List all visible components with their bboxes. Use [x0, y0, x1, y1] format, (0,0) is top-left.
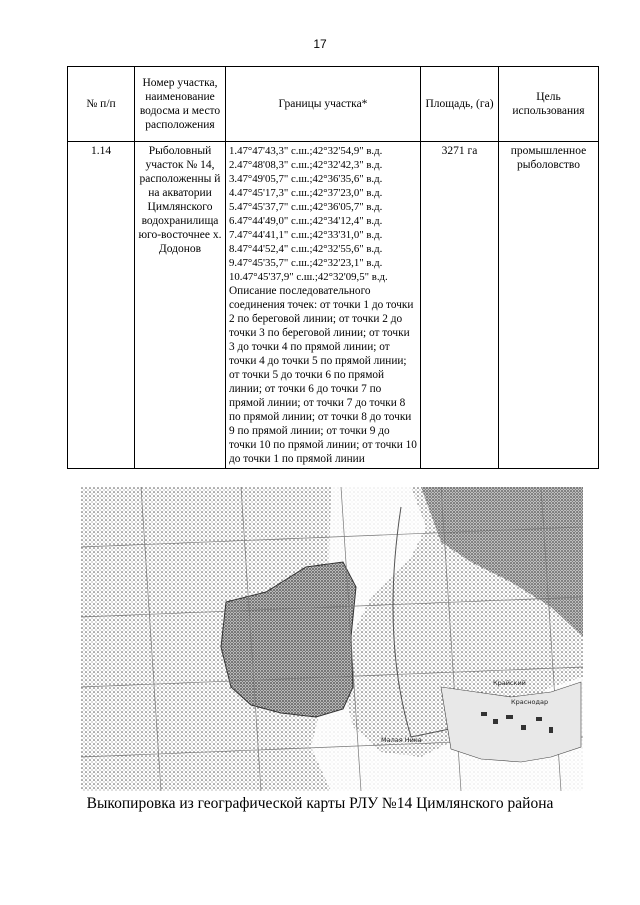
page-number: 17 [313, 37, 327, 51]
map-label-town: Крайский [493, 679, 526, 687]
coordinate-list [229, 144, 417, 284]
coordinate-point: 9.47°45'35,7" с.ш.;42°32'23,1" в.д. [229, 257, 383, 269]
table-header-row [68, 67, 599, 142]
coordinate-point: 3.47°49'05,7" с.ш.;42°36'35,6" в.д. [229, 173, 383, 185]
header-area: Площадь, (га) [421, 67, 499, 142]
row-boundaries [226, 142, 421, 469]
coordinate-point: 10.47°45'37,9" с.ш.;42°32'09,5" в.д. [229, 271, 388, 283]
coordinate-point: 2.47°48'08,3" с.ш.;42°32'42,3" в.д. [229, 159, 383, 171]
map-label-town2: Краснодар [511, 698, 549, 706]
coordinate-point: 7.47°44'41,1" с.ш.;42°33'31,0" в.д. [229, 229, 383, 241]
fishing-plot-table [67, 66, 599, 469]
row-number: 1.14 [68, 142, 135, 469]
coordinate-point: 5.47°45'37,7" с.ш.;42°36'05,7" в.д. [229, 201, 383, 213]
coordinate-point: 1.47°47'43,3" с.ш.;42°32'54,9" в.д. [229, 145, 383, 157]
map-image [81, 487, 583, 791]
map-label-village: Малая Ника [381, 736, 422, 744]
coordinate-point: 8.47°44'52,4" с.ш.;42°32'55,6" в.д. [229, 243, 383, 255]
map-caption: Выкопировка из географической карты РЛУ №14 Цимлянского района [86, 795, 554, 812]
header-boundaries: Границы участка* [226, 67, 421, 142]
row-area: 3271 га [421, 142, 499, 469]
header-plot-name: Номер участка, наименование водосма и место расположения [135, 67, 226, 142]
map-excerpt [81, 487, 583, 791]
table-row [68, 142, 599, 469]
coordinate-point: 6.47°44'49,0" с.ш.;42°34'12,4" в.д. [229, 215, 383, 227]
boundary-description: Описание последовательного соединения точек: от точки 1 до точки 2 по береговой линии; от точки 2 до точки 3 по береговой линии; от точки 3 до точки 4 по прямой линии; от точки 4 до точки 5 по прямой линии; от точки 5 до точки 6 по прямой линии; от точки 6 до точки 7 по прямой линии; от точки 7 до точки 8 по прямой линии; от точки 8 до точки 9 по прямой линии; от точки 9 до точки 10 по прямой линии; от точки 10 до точки 1 по прямой линии [229, 285, 417, 465]
coordinate-point: 4.47°45'17,3" с.ш.;42°37'23,0" в.д. [229, 187, 383, 199]
header-purpose: Цель использования [499, 67, 599, 142]
header-number: № п/п [68, 67, 135, 142]
row-plot-name: Рыболовный участок № 14, расположенны й на акватории Цимлянского водохранилища юго-восточнее х. Додонов [135, 142, 226, 469]
row-purpose: промышленное рыболовство [499, 142, 599, 469]
